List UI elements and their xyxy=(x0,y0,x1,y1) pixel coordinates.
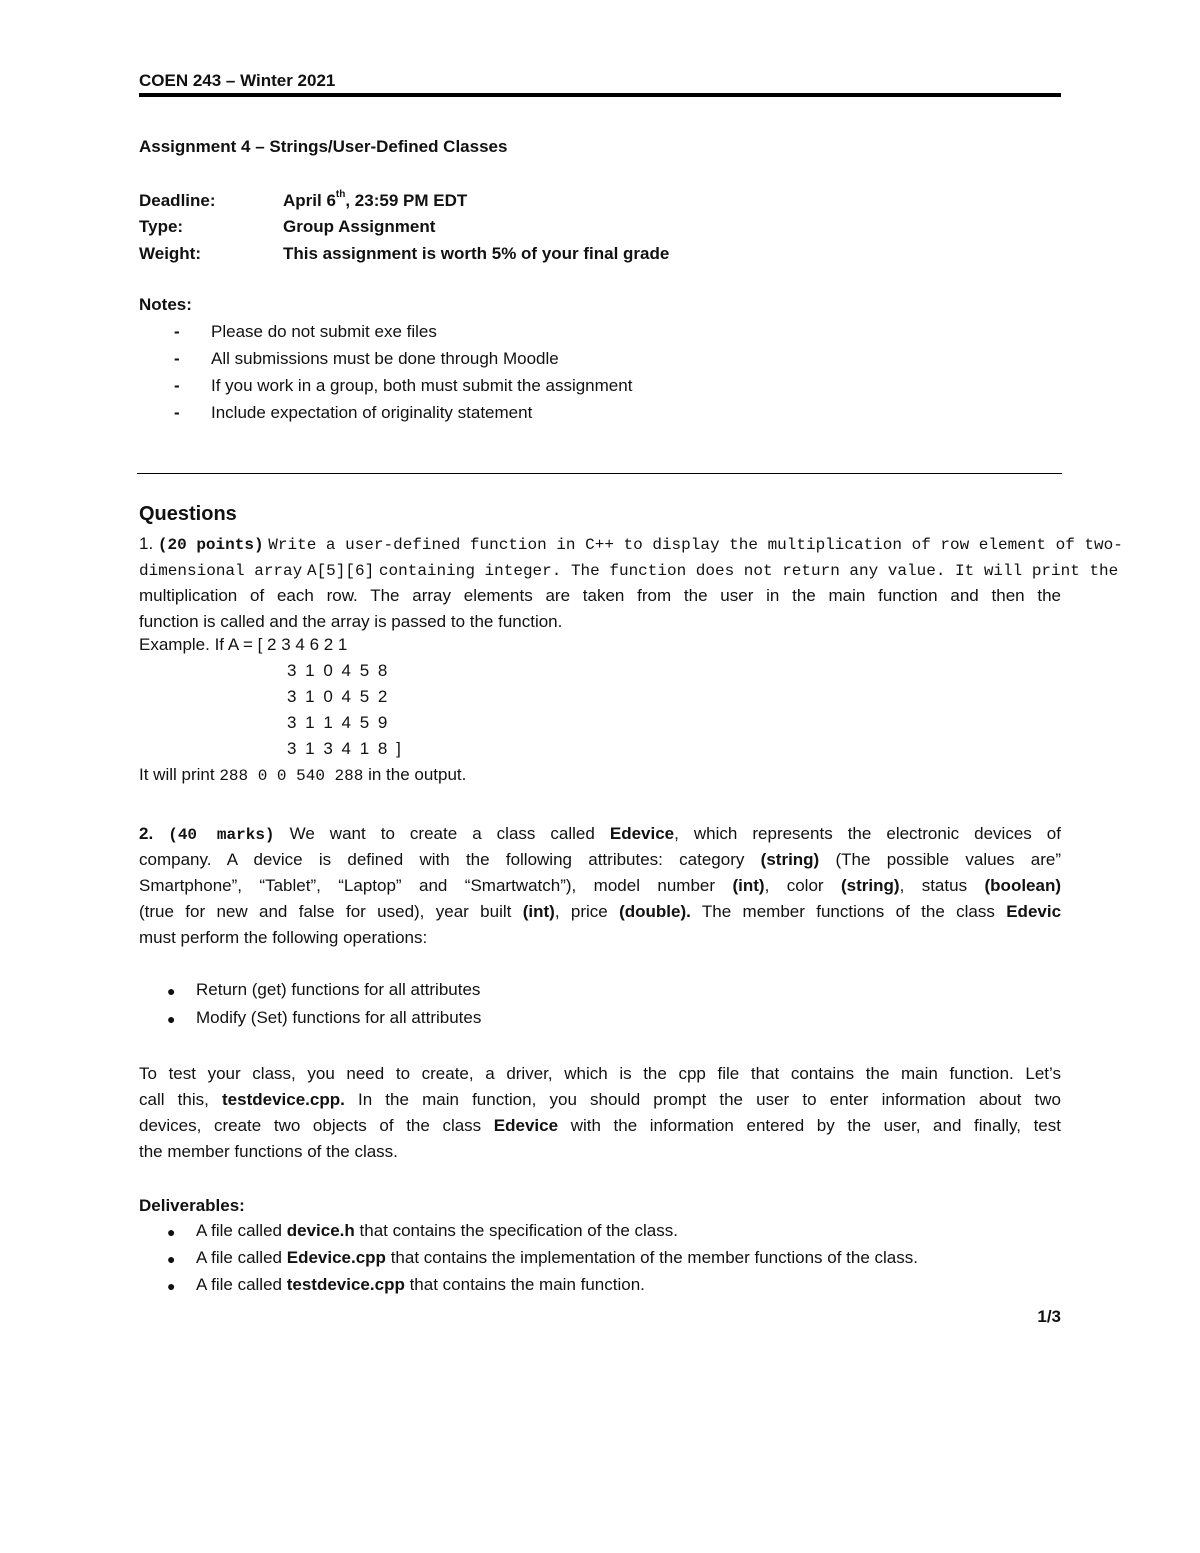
note-item: If you work in a group, both must submit the assignment xyxy=(211,376,633,395)
section-divider xyxy=(137,473,1062,474)
weight-value: This assignment is worth 5% of your final grade xyxy=(283,244,670,263)
question-2 xyxy=(139,821,1061,951)
type-label: Type: xyxy=(139,217,184,236)
page-number: 1/3 xyxy=(1037,1307,1061,1326)
note-item: Include expectation of originality statement xyxy=(211,403,533,422)
deliverable-item: A file called testdevice.cpp that contains the main function. xyxy=(196,1275,645,1294)
test-instructions xyxy=(139,1061,1061,1165)
bullet-dot: ● xyxy=(167,1224,176,1240)
note-dash: - xyxy=(174,349,180,368)
note-item: Please do not submit exe files xyxy=(211,322,437,341)
q1-output-line: It will print 288 0 0 540 288 in the output. xyxy=(139,765,467,785)
bullet-dot: ● xyxy=(167,983,176,999)
example-label: Example. If A = [ 2 3 4 6 2 1 xyxy=(139,635,348,654)
note-dash: - xyxy=(174,376,180,395)
matrix-row: 3 1 3 4 1 8 ] xyxy=(287,739,403,758)
header-rule xyxy=(139,93,1061,97)
q1-line: dimensional array A[5][6] containing integer. The function does not return any value. It will print the xyxy=(139,562,1119,580)
questions-heading: Questions xyxy=(139,503,237,525)
matrix-row: 3 1 0 4 5 8 xyxy=(287,661,390,680)
bullet-dot: ● xyxy=(167,1251,176,1267)
test-line: To test your class, you need to create, a driver, which is the cpp file that contains the main function. Let’s xyxy=(139,1064,1061,1083)
q2-line: 2. (40 marks) We want to create a class called Edevice, which represents the electronic devices of xyxy=(139,824,1061,844)
bullet-dot: ● xyxy=(167,1011,176,1027)
deliverable-item: A file called device.h that contains the specification of the class. xyxy=(196,1221,678,1240)
q2-line: (true for new and false for used), year built (int), price (double). The member functions of the class Edevic xyxy=(139,902,1062,921)
q1-line: multiplication of each row. The array elements are taken from the user in the main function and then the xyxy=(139,586,1061,605)
deadline-label: Deadline: xyxy=(139,191,216,210)
test-line: the member functions of the class. xyxy=(139,1142,398,1161)
deliverables-heading: Deliverables: xyxy=(139,1196,245,1215)
type-value: Group Assignment xyxy=(283,217,436,236)
matrix-row: 3 1 0 4 5 2 xyxy=(287,687,390,706)
weight-label: Weight: xyxy=(139,244,202,263)
bullet-dot: ● xyxy=(167,1278,176,1294)
q2-line: Smartphone”, “Tablet”, “Laptop” and “Smartwatch”), model number (int), color (string), status (boolean) xyxy=(139,876,1062,895)
course-header: COEN 243 – Winter 2021 xyxy=(139,71,336,90)
note-dash: - xyxy=(174,322,180,341)
note-item: All submissions must be done through Moodle xyxy=(211,349,559,368)
q1-line: 1. (20 points) Write a user-defined function in C++ to display the multiplication of row element of two- xyxy=(139,534,1123,554)
test-line: call this, testdevice.cpp. In the main function, you should prompt the user to enter information about two xyxy=(139,1090,1061,1109)
question-1 xyxy=(139,531,1123,635)
assignment-title: Assignment 4 – Strings/User-Defined Classes xyxy=(139,137,508,156)
q2-line: company. A device is defined with the following attributes: category (string) (The possible values are” xyxy=(139,850,1062,869)
notes-heading: Notes: xyxy=(139,295,192,314)
operation-item: Return (get) functions for all attributes xyxy=(196,980,481,999)
q1-line: function is called and the array is passed to the function. xyxy=(139,612,563,631)
note-dash: - xyxy=(174,403,180,422)
deadline-value: April 6th, 23:59 PM EDT xyxy=(283,189,468,210)
q2-line: must perform the following operations: xyxy=(139,928,428,947)
test-line: devices, create two objects of the class Edevice with the information entered by the user, and finally, test xyxy=(139,1116,1061,1135)
operation-item: Modify (Set) functions for all attributes xyxy=(196,1008,482,1027)
matrix-row: 3 1 1 4 5 9 xyxy=(287,713,390,732)
deliverable-item: A file called Edevice.cpp that contains the implementation of the member functions of the class. xyxy=(196,1248,918,1267)
